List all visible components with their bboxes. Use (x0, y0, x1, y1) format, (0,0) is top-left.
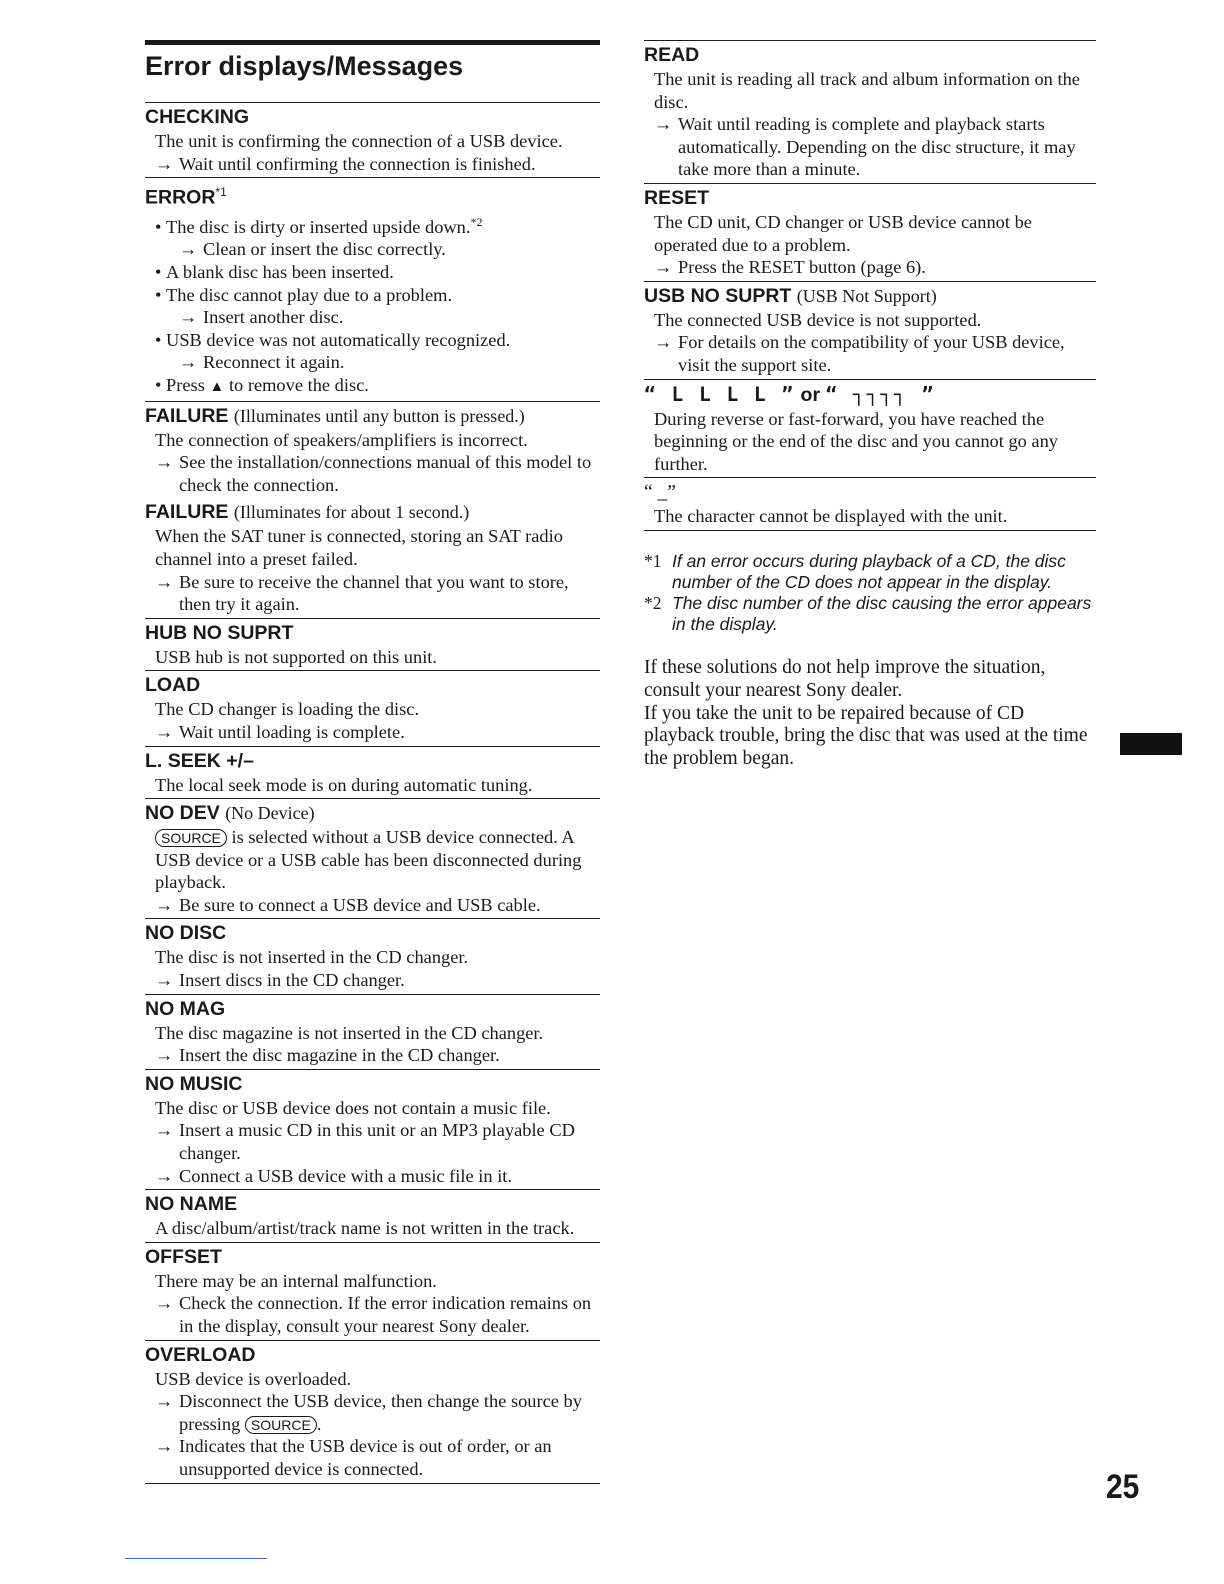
entry-usb-no-suprt (644, 282, 1096, 380)
arrow-icon: → (155, 452, 174, 473)
section-tab-marker (1120, 733, 1182, 755)
right-column (644, 40, 1096, 771)
entry-action: → For details on the compatibility of your USB device, visit the support site. (654, 332, 1065, 375)
entry-heading: OFFSET (145, 1245, 222, 1268)
arrow-icon: → (155, 571, 174, 592)
entry-bullet: • A blank disc has been inserted. (145, 261, 600, 284)
segment-display-icon: “ L L L L ” (644, 382, 796, 406)
entry-text: The connected USB device is not supported. (654, 309, 982, 330)
entry-heading: NO DISC (145, 922, 227, 945)
arrow-icon: → (155, 153, 174, 174)
entry-action: → Insert a music CD in this unit or an MP3 playable CD changer. (155, 1120, 575, 1164)
entry-action: → Press the RESET button (page 6). (654, 257, 926, 278)
entry-text: A disc/album/artist/track name is not written in the track. (155, 1218, 575, 1239)
footnote: *1 If an error occurs during playback of a CD, the disc number of the CD does not appear in the display. (644, 550, 1066, 592)
entry-action: → Disconnect the USB device, then change the source by pressing SOURCE . (155, 1391, 582, 1434)
entry-action: → See the installation/connections manual of this model to check the connection. (155, 452, 592, 495)
entry-character (644, 478, 1096, 531)
entry-no-dev (145, 799, 600, 919)
arrow-icon: → (155, 1436, 174, 1457)
entry-load (145, 671, 600, 746)
arrow-icon: → (155, 1293, 174, 1314)
arrow-icon: → (654, 114, 673, 135)
entry-action: → Indicates that the USB device is out of order, or an unsupported device is connected. (155, 1436, 552, 1479)
entry-overload (145, 1341, 600, 1484)
entry-reset (644, 184, 1096, 282)
entry-text: The connection of speakers/amplifiers is incorrect. (155, 429, 528, 450)
left-column (145, 40, 600, 1484)
entry-hub-no-suprt (145, 619, 600, 672)
entry-text: The disc magazine is not inserted in the CD changer. (155, 1022, 544, 1043)
entry-text: The unit is confirming the connection of a USB device. (155, 131, 563, 151)
entry-offset (145, 1243, 600, 1341)
entry-segment-display (644, 380, 1096, 479)
entry-failure-2 (145, 498, 600, 618)
source-button-icon: SOURCE (245, 1416, 317, 1434)
entry-text: The local seek mode is on during automatic tuning. (155, 774, 533, 795)
entry-heading: READ (644, 44, 700, 66)
entry-heading: NO MAG (145, 997, 226, 1020)
entry-heading: “ L L L L ” or “ ┐┐┐┐ ” (644, 382, 936, 406)
entry-heading: LOAD (145, 674, 201, 697)
bottom-rule (125, 1558, 267, 1559)
source-button-icon: SOURCE (155, 829, 227, 847)
segment-display-icon: “ ┐┐┐┐ ” (825, 382, 936, 406)
arrow-icon: → (155, 1120, 174, 1141)
entry-heading: OVERLOAD (145, 1343, 256, 1366)
footnotes (644, 551, 1096, 635)
entry-l-seek (145, 747, 600, 800)
entry-action: → Insert the disc magazine in the CD changer. (155, 1045, 500, 1066)
entry-no-music (145, 1070, 600, 1190)
entry-heading: “ _” (644, 482, 676, 504)
arrow-icon: → (155, 721, 174, 742)
entry-heading: USB NO SUPRT (USB Not Support) (644, 284, 937, 307)
entry-action: → Reconnect it again. (179, 352, 345, 373)
entry-action: → Check the connection. If the error indication remains on in the display, consult your nearest Sony dealer. (155, 1293, 592, 1336)
entry-heading: HUB NO SUPRT (145, 621, 294, 644)
entry-heading: RESET (644, 186, 710, 209)
section-title: Error displays/Messages (145, 40, 600, 102)
arrow-icon: → (155, 894, 174, 915)
entry-action: → Insert another disc. (179, 307, 344, 328)
entry-heading: NO DEV (No Device) (145, 802, 315, 825)
entry-heading: L. SEEK +/– (145, 749, 254, 772)
entry-bullet: • Press ▲ to remove the disc. (145, 374, 600, 399)
entry-no-mag (145, 995, 600, 1070)
entry-heading: NO NAME (145, 1193, 238, 1216)
entry-action: → Be sure to connect a USB device and USB cable. (155, 894, 541, 915)
entry-bullet: • The disc is dirty or inserted upside down.$^{*2}$ (145, 211, 600, 239)
entry-bullet: • The disc cannot play due to a problem. (145, 284, 600, 307)
entry-action: → Wait until reading is complete and playback starts automatically. Depending on the disc structure, it may take more than a minute. (654, 114, 1076, 180)
closing-paragraph: If you take the unit to be repaired because of CD playback trouble, bring the disc that was used at the time the problem began. (644, 702, 1088, 770)
entry-heading: FAILURE (Illuminates until any button is pressed.) (145, 404, 525, 427)
entry-action: → Connect a USB device with a music file in it. (155, 1165, 513, 1186)
entry-text: The disc is not inserted in the CD changer. (155, 947, 469, 968)
closing-text (644, 657, 1096, 771)
entry-text: The disc or USB device does not contain a music file. (155, 1097, 551, 1118)
eject-icon: ▲ (209, 378, 225, 395)
entry-no-disc (145, 919, 600, 994)
arrow-icon: → (179, 307, 198, 328)
arrow-icon: → (155, 1045, 174, 1066)
arrow-icon: → (179, 239, 198, 260)
entry-text: The CD changer is loading the disc. (155, 699, 420, 720)
arrow-icon: → (155, 970, 174, 991)
footnote: *2 The disc number of the disc causing the error appears in the display. (644, 592, 1092, 634)
entry-text: The unit is reading all track and album information on the disc. (654, 69, 1080, 112)
arrow-icon: → (654, 257, 673, 278)
entry-text: During reverse or fast-forward, you have reached the beginning or the end of the disc and you cannot go any further. (654, 408, 1058, 474)
arrow-icon: → (155, 1391, 174, 1412)
entry-text: The character cannot be displayed with the unit. (654, 506, 1008, 527)
entry-text: When the SAT tuner is connected, storing an SAT radio channel into a preset failed. (155, 526, 563, 569)
entry-text: There may be an internal malfunction. (155, 1270, 437, 1291)
entry-text: SOURCE is selected without a USB device connected. A USB device or a USB cable has been disconnected during playback. (155, 827, 582, 893)
entry-heading: NO MUSIC (145, 1072, 243, 1095)
entry-failure-1 (145, 402, 600, 499)
entry-text: USB hub is not supported on this unit. (155, 646, 438, 667)
closing-paragraph: If these solutions do not help improve the situation, consult your nearest Sony dealer. (644, 656, 1046, 701)
arrow-icon: → (654, 332, 673, 353)
entry-action: → Be sure to receive the channel that you want to store, then try it again. (155, 571, 569, 615)
entry-checking (145, 102, 600, 178)
arrow-icon: → (179, 352, 198, 373)
entry-text: The CD unit, CD changer or USB device cannot be operated due to a problem. (654, 211, 1032, 255)
entry-bullet: • USB device was not automatically recognized. (145, 329, 600, 352)
entry-action: → Clean or insert the disc correctly. (179, 239, 446, 260)
entry-no-name (145, 1190, 600, 1243)
entry-read (644, 40, 1096, 184)
entry-action: → Insert discs in the CD changer. (155, 970, 405, 991)
entry-text: USB device is overloaded. (155, 1368, 352, 1389)
arrow-icon: → (155, 1165, 174, 1186)
entry-heading: FAILURE (Illuminates for about 1 second.) (145, 501, 470, 524)
entry-action: → Wait until confirming the connection is finished. (155, 153, 536, 174)
entry-action: → Wait until loading is complete. (155, 721, 405, 742)
entry-heading: ERROR$^{*1}$ (145, 185, 227, 209)
entry-heading: CHECKING (145, 106, 250, 128)
entry-error (145, 178, 600, 401)
page-number: 25 (1106, 1468, 1140, 1506)
